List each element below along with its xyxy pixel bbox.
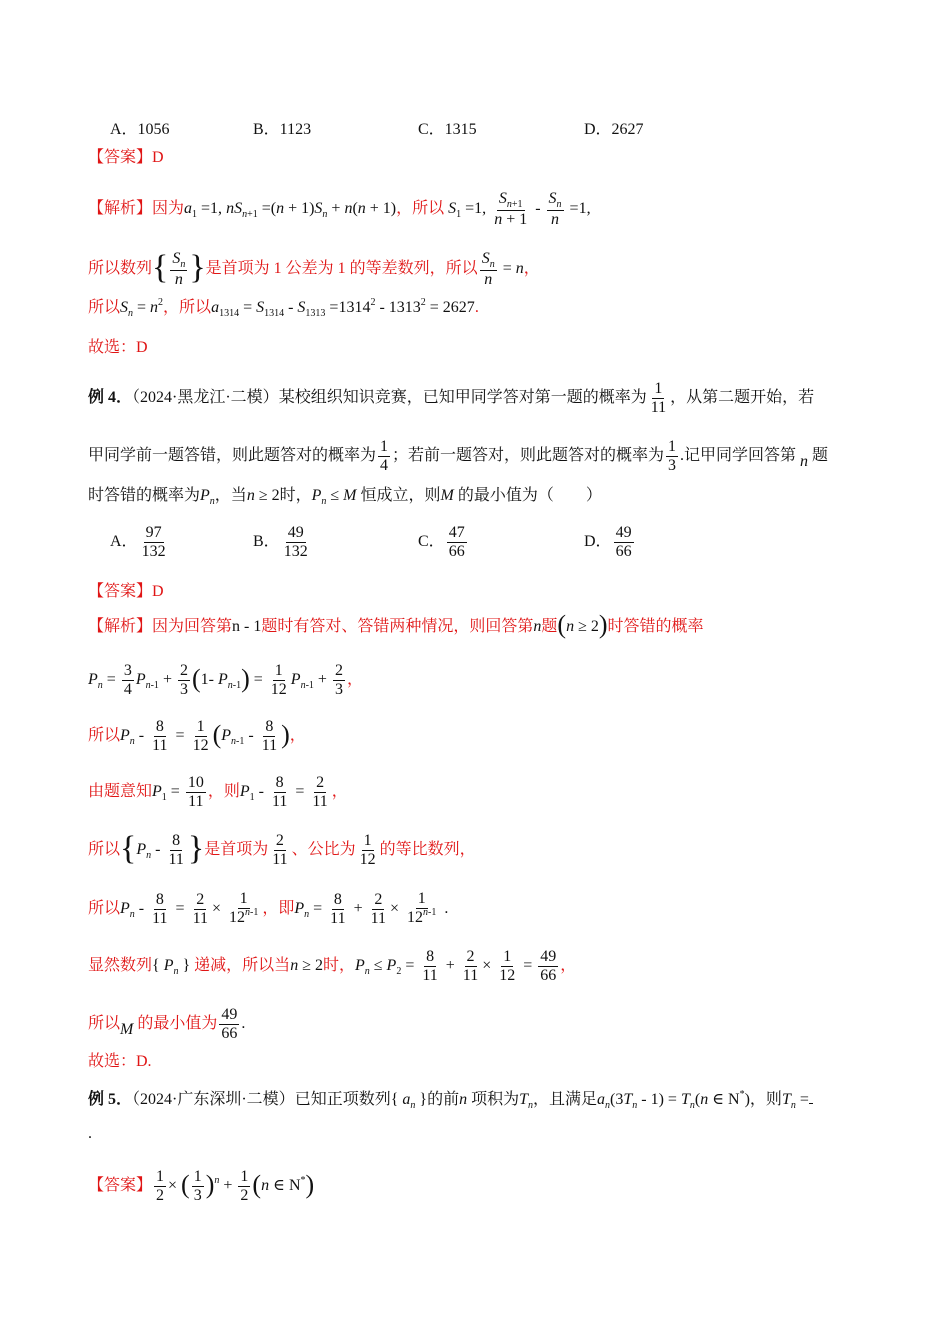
text: ，当	[214, 487, 247, 504]
answer-tag: 【答案】	[88, 1175, 153, 1195]
q3-analysis-line-2: 所以数列{ $\frac{S_n}{n}$ }是首项为 1 公差为 1 的等差数列，所以 $\frac{S_n}{n}$ = n，	[88, 248, 540, 288]
formula: $S_n = n^2$	[120, 297, 164, 319]
q3-answer	[88, 147, 164, 168]
ex5-line-1: 例 5．（2024·广东深圳·二模）已知正项数列{ $a_n$ }的前n 项积为$T_n$，且满足$a_n(3T_n - 1) = T_n(n$ ∈ N*)，则$T_n$ =	[88, 1090, 813, 1112]
text: 项积为	[471, 1091, 520, 1108]
option-label: B．	[253, 533, 280, 551]
text: ，所以	[163, 299, 212, 316]
text: 因为回答第	[152, 618, 233, 635]
q3-analysis-line-3: 所以$S_n = n^2$，所以$a_{1314} = S_{1314} - S_{1313} =1314^2 - 1313^2 = 2627$.	[88, 297, 479, 319]
formula: $a_{1314} = S_{1314} - S_{1313} =1314^2 - 1313^2 = 2627$	[211, 297, 475, 319]
text: 所以	[88, 900, 121, 918]
source: （2024·黑龙江·二模）	[132, 389, 279, 407]
ex4-analysis-line-3: 所以$P_n$ - $\frac{8}{11}$ = $\frac{1}{12}$ ($P_{n-1}$ - $\frac{8}{11}$ )，	[88, 718, 306, 754]
text: 甲同学前一题答错，则此题答对的概率为	[88, 447, 377, 465]
text: 的前	[427, 1091, 460, 1108]
ex4-analysis-line-2: $P_n$ = $\frac{3}{4}$ $P_{n-1}$ + $\frac{2}{3}$ (1- $P_{n-1}$) = $\frac{1}{12}$ $P_{n-1}$ + $\frac{2}{3}$ ，	[88, 662, 363, 698]
text: 题时有答对、答错两种情况，则回答第	[261, 618, 534, 635]
ex4-analysis-line-1: 【解析】因为回答第n - 1题时有答对、答错两种情况，则回答第n题(n ≥ 2)时答错的概率	[88, 610, 704, 640]
text: 由题意知	[88, 783, 153, 801]
option-denominator: 66	[615, 543, 632, 560]
text: 某校组织知识竞赛，已知甲同学答对第一题的概率为	[278, 389, 647, 407]
text: 因为	[152, 200, 185, 218]
option-numerator: 47	[448, 524, 465, 541]
option-numerator: 49	[287, 524, 304, 541]
answer-tag: 【答案】	[88, 147, 153, 166]
ex4-analysis-line-7: 显然数列{ $P_n$ } 递减，所以当n ≥ 2时，$P_n \le P_2$ = $\frac{8}{11}$ + $\frac{2}{11}$ × $\frac{1}{12}$ = $\frac{49}{66}$ ，	[88, 948, 577, 984]
ex4-option-b	[253, 524, 312, 561]
option-denominator: 66	[448, 543, 465, 560]
analysis-tag: 【解析】	[88, 616, 153, 635]
option-label: D．	[584, 533, 612, 551]
text: ，则	[749, 1091, 782, 1108]
q3-option-d: D．2627	[584, 121, 644, 138]
text: ，且满足	[533, 1091, 598, 1108]
text: ，则	[207, 783, 240, 801]
text: ，所以	[396, 200, 445, 218]
text: 递减，所以当	[194, 957, 291, 975]
answer-tag: 【答案】	[88, 581, 153, 600]
ex4-analysis-line-8: 所以M 的最小值为 $\frac{49}{66}$ .	[88, 1006, 246, 1042]
text: .记甲同学回答第	[680, 447, 797, 465]
fraction-1-11: $\frac{1}{11}$	[650, 380, 667, 416]
q3-option-b: B．1123	[253, 121, 312, 138]
option-numerator: 97	[145, 524, 162, 541]
ex4-option-d	[584, 524, 636, 561]
text: 已知正项数列	[294, 1091, 391, 1108]
text: 的等比数列，	[379, 841, 476, 859]
ex4-option-a	[110, 524, 170, 561]
analysis-tag: 【解析】	[88, 198, 153, 218]
text: 所以	[88, 1015, 121, 1033]
text: 的最小值为	[137, 1015, 218, 1033]
text: ；若前一题答对，则此题答对的概率为	[392, 447, 665, 465]
fraction-1-3: $\frac{1}{3}$	[668, 438, 677, 474]
text: 、公比为	[291, 841, 356, 859]
text: 时答错的概率	[607, 618, 704, 635]
text: 题	[541, 618, 558, 635]
text: 显然数列	[88, 957, 153, 975]
text: 时，	[322, 957, 355, 975]
text: 题	[812, 447, 829, 465]
source: （2024·广东深圳·二模）	[132, 1091, 295, 1108]
answer-value: D	[152, 583, 164, 600]
text: 恒成立，则	[360, 487, 441, 504]
formula: { $\frac{S_n}{n}$ }	[152, 248, 206, 288]
example-label: 例 5．	[88, 1091, 133, 1108]
ex4-answer	[88, 581, 164, 602]
ex4-conclusion: 故选：D.	[88, 1053, 152, 1070]
formula: $\frac{S_n}{n}$ = n	[481, 250, 524, 288]
option-denominator: 132	[141, 543, 166, 560]
ex4-analysis-line-4: 由题意知$P_1$ = $\frac{10}{11}$ ，则$P_1$ - $\frac{8}{11}$ = $\frac{2}{11}$ ，	[88, 774, 348, 810]
example-label: 例 4．	[88, 389, 133, 407]
text: 所以数列	[88, 260, 153, 278]
text: 的最小值为（ ）	[457, 487, 602, 504]
option-label: C．	[418, 533, 445, 551]
formula: $a_1 =1$, $nS_{n+1} =(n + 1)S_n + n(n + 1)$	[184, 200, 397, 221]
q3-conclusion: 故选：D	[88, 339, 148, 356]
option-label: A．	[110, 533, 138, 551]
q3-option-c: C．1315	[418, 121, 477, 138]
text: 所以	[88, 299, 121, 316]
text: 时答错的概率为	[88, 487, 201, 504]
ex4-line-2: 甲同学前一题答错，则此题答对的概率为 $\frac{1}{4}$ ；若前一题答对，则此题答对的概率为 $\frac{1}{3}$ .记甲同学回答第 n 题	[88, 438, 829, 474]
text: 时，	[279, 487, 312, 504]
ex5-line-2: .	[88, 1125, 92, 1142]
ex4-option-c	[418, 524, 469, 561]
text: 所以	[88, 841, 121, 859]
ex4-analysis-line-5: 所以{$P_n$ - $\frac{8}{11}$ }是首项为 $\frac{2}{11}$ 、公比为 $\frac{1}{12}$ 的等比数列，	[88, 829, 476, 868]
option-numerator: 49	[615, 524, 632, 541]
text: ，即	[262, 900, 295, 918]
text: 是首项为 1 公差为 1 的等差数列，所以	[205, 260, 478, 278]
option-denominator: 132	[283, 543, 308, 560]
text: 所以	[88, 727, 121, 745]
fraction-1-4: $\frac{1}{4}$	[380, 438, 389, 474]
text: 是首项为	[204, 841, 269, 859]
answer-formula: $\frac{1}{2}$ × ( $\frac{1}{3}$ )$^n$ + $\frac{1}{2}$ (n ∈ N*)	[156, 1168, 315, 1204]
text: ，从第二题开始，若	[670, 389, 815, 407]
answer-value: D	[152, 149, 164, 166]
ex4-line-1	[88, 380, 814, 417]
ex4-analysis-line-6: 所以$P_n$ - $\frac{8}{11}$ = $\frac{2}{11}$ × $\frac{1}{12^{n-1}}$ ，即$P_n$ = $\frac{8}{11}$ + $\frac{2}{11}$ × $\frac{1}{12^{n-1}}$ .	[88, 890, 449, 927]
q3-option-a: A．1056	[110, 121, 170, 138]
ex5-answer	[88, 1168, 314, 1205]
ex4-line-3: 时答错的概率为$P_n$，当n ≥ 2时，$P_n \le M$ 恒成立，则M 的最小值为（ ）	[88, 487, 602, 507]
formula: $S_1 =1$, $\frac{S_{n+1}}{n + 1}$ - $\frac{S_n}{n}$ =1,	[448, 190, 591, 228]
q3-analysis-line-1	[88, 190, 591, 229]
